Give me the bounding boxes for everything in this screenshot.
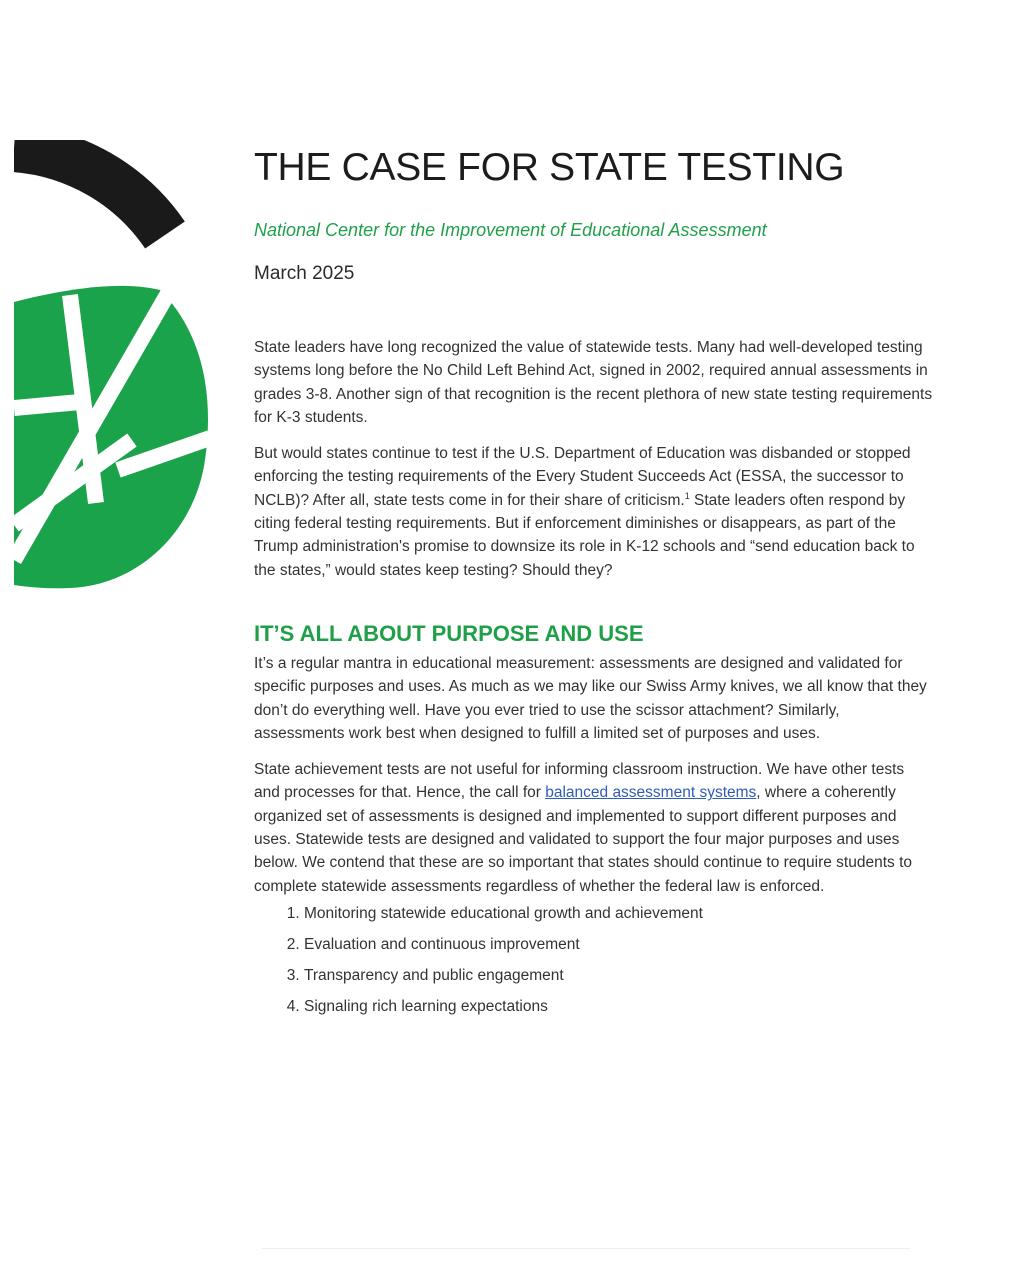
section-paragraph-2	[254, 758, 934, 898]
intro-paragraph-2-text-a: But would states continue to test if the U.S. Department of Education was disbanded or stopped enforcing the testing requirements of the Every Student Succeeds Act (ESSA, the successor to NCLB)? After all, state tests come in for their share of criticism.	[254, 445, 911, 509]
leaf-logo-icon	[0, 140, 250, 600]
list-item: 3. Transparency and public engagement	[304, 964, 934, 987]
section-heading: IT’S ALL ABOUT PURPOSE AND USE	[254, 620, 644, 646]
purposes-list	[254, 902, 934, 1018]
publication-date: March 2025	[254, 263, 355, 284]
balanced-assessment-link[interactable]: balanced assessment systems	[545, 784, 757, 802]
section-paragraph-1: It’s a regular mantra in educational measurement: assessments are designed and validated for specific purposes and uses. As much as we may like our Swiss Army knives, we all know that they don’t do everything well. Have you ever tried to use the scissor attachment? Similarly, assessments work best when designed to fulfill a limited set of purposes and uses.	[254, 654, 927, 742]
list-item: 4. Signaling rich learning expectations	[304, 995, 934, 1018]
footnote-marker[interactable]: 1	[684, 490, 690, 501]
list-item: 1. Monitoring statewide educational growth and achievement	[304, 902, 934, 925]
section-paragraph-2-text-a: State achievement tests are not useful for informing classroom instruction. We have other tests and processes for that. Hence, the call for	[254, 761, 905, 802]
section-paragraph-2-text-b: , where a coherently organized set of assessments is designed and implemented to support different purposes and uses. Statewide tests are designed and validated to support the four major purposes and uses below. We contend that these are so important that states should continue to require students to complete statewide assessments regardless of whether the federal law is enforced.	[254, 784, 913, 895]
intro-paragraph-2-text-b: State leaders often respond by citing federal testing requirements. But if enforcement diminishes or disappears, as part of the Trump administration's promise to downsize its role in K-12 schools and “send education back to the states,” would states keep testing? Should they?	[254, 491, 915, 579]
footer-divider	[262, 1248, 910, 1249]
intro-paragraph-2	[254, 442, 934, 582]
intro-paragraph-1: State leaders have long recognized the value of statewide tests. Many had well-developed testing systems long before the No Child Left Behind Act, signed in 2002, required annual assessments in grades 3-8. Another sign of that recognition is the recent plethora of new state testing requirements for K-3 students.	[254, 339, 933, 426]
list-item: 2. Evaluation and continuous improvement	[304, 933, 934, 956]
organization-name: National Center for the Improvement of Educational Assessment	[254, 220, 767, 240]
document-body	[254, 140, 934, 1026]
document-title: THE CASE FOR STATE TESTING	[254, 146, 845, 189]
